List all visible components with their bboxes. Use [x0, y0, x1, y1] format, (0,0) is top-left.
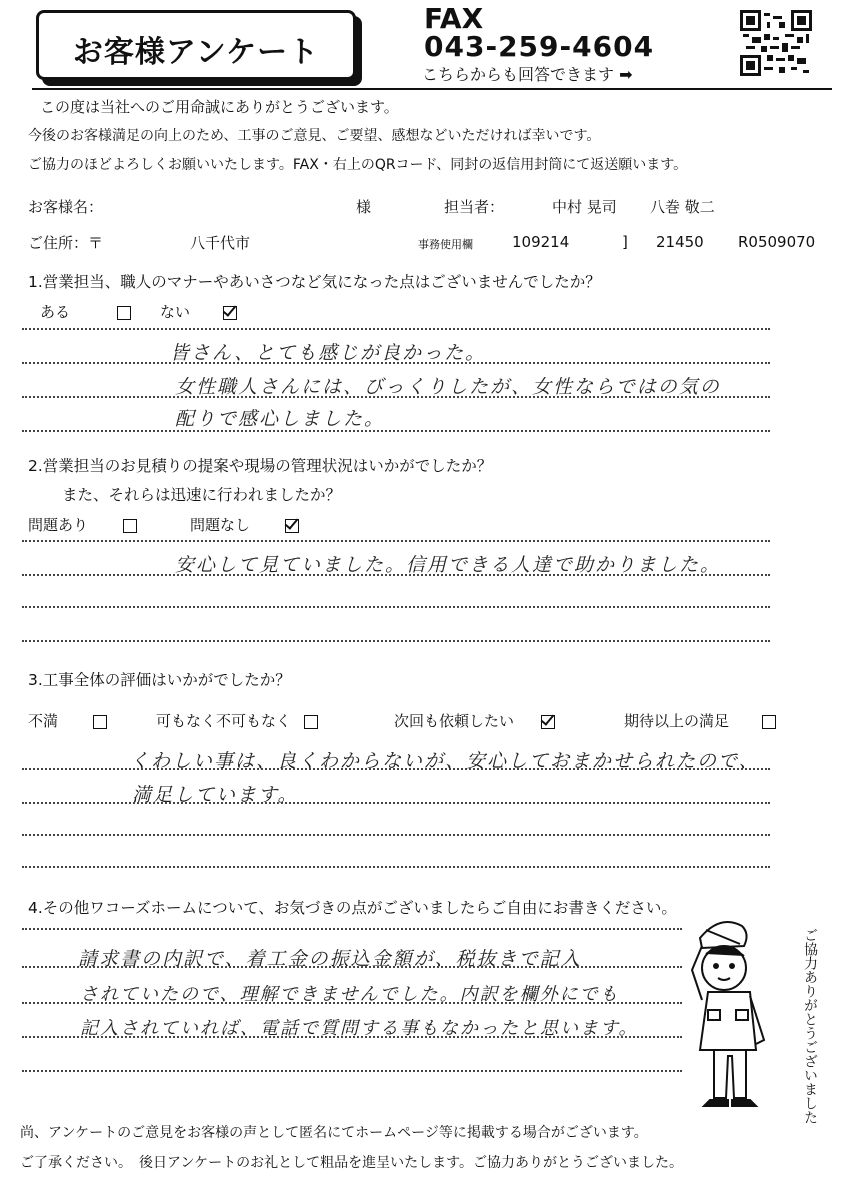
- option-label: 問題あり: [28, 516, 89, 534]
- survey-title: お客様アンケート: [72, 35, 320, 70]
- checkbox-empty-icon[interactable]: [123, 519, 137, 533]
- q2-option-mondai-ari: [28, 514, 137, 535]
- side-thanks-note: ご協力ありがとうございました: [802, 928, 818, 1124]
- handwritten-answer: されていたので、理解できませんでした。内訳を欄外にでも: [80, 984, 620, 1005]
- checkbox-empty-icon[interactable]: [762, 715, 776, 729]
- q3-option-jikai: [394, 710, 555, 731]
- footer-line: 尚、アンケートのご意見をお客様の声として匿名にてホームページ等に掲載する場合がございます。: [20, 1125, 648, 1141]
- staff-name: 中村 晃司: [552, 198, 617, 216]
- option-label: 不満: [28, 712, 59, 730]
- checkbox-checked-icon[interactable]: [541, 715, 555, 729]
- intro-line: ご協力のほどよろしくお願いいたします。FAX・右上のQRコード、同封の返信用封筒にて返送願います。: [28, 157, 688, 173]
- option-label: 期待以上の満足: [624, 712, 730, 730]
- handwritten-answer: 女性職人さんには、びっくりしたが、女性ならではの気の: [175, 376, 721, 398]
- fax-label: FAX: [424, 2, 484, 35]
- staff-name: 八巻 敬二: [650, 198, 715, 216]
- customer-name-label: お客様名：: [28, 198, 104, 216]
- q3-option-fuman: [28, 710, 107, 731]
- intro-line: この度は当社へのご用命誠にありがとうございます。: [40, 98, 399, 116]
- dotted-line: [22, 866, 770, 868]
- office-code: 21450: [656, 233, 704, 251]
- dotted-line: [22, 362, 770, 364]
- address-city: 八千代市: [190, 234, 251, 252]
- office-bracket: ]: [622, 233, 628, 251]
- dotted-line: [22, 768, 770, 770]
- q3-option-kamonaku: [156, 710, 318, 731]
- question-1: 1.営業担当、職人のマナーやあいさつなど気になった点はございませんでしたか？: [28, 273, 601, 291]
- dotted-line: [22, 1036, 682, 1038]
- dotted-line: [22, 802, 770, 804]
- header-divider: [32, 88, 832, 90]
- qr-code-icon[interactable]: [740, 10, 812, 76]
- dotted-line: [22, 834, 770, 836]
- checkbox-empty-icon[interactable]: [93, 715, 107, 729]
- dotted-line: [22, 1070, 682, 1072]
- worker-illustration-icon: [680, 910, 790, 1120]
- fax-number: 043-259-4604: [424, 30, 655, 63]
- question-4: 4.その他ワコーズホームについて、お気づきの点がございましたらご自由にお書きください。: [28, 899, 677, 917]
- handwritten-answer: 配りで感心しました。: [175, 408, 386, 430]
- dotted-line: [22, 1002, 682, 1004]
- office-code: 109214: [512, 233, 570, 251]
- dotted-line: [22, 640, 770, 642]
- option-label: ない: [160, 303, 191, 321]
- q2-option-mondai-nashi: [190, 514, 299, 535]
- intro-line: 今後のお客様満足の向上のため、工事のご意見、ご要望、感想などいただければ幸いです。: [28, 128, 601, 144]
- dotted-line: [22, 966, 682, 968]
- fax-note: こちらからも回答できます ➡: [422, 65, 633, 84]
- q1-option-nai: [160, 301, 237, 322]
- question-2-sub: また、それらは迅速に行われましたか？: [62, 486, 342, 504]
- dotted-line: [22, 396, 770, 398]
- dotted-line: [22, 574, 770, 576]
- handwritten-answer: 請求書の内訳で、着工金の振込金額が、税抜きで記入: [78, 948, 582, 970]
- address-label: ご住所：〒: [28, 234, 104, 252]
- checkbox-checked-icon[interactable]: [285, 519, 299, 533]
- dotted-line: [22, 430, 770, 432]
- handwritten-answer: 満足しています。: [132, 784, 299, 806]
- survey-title-box: [36, 10, 356, 80]
- checkbox-checked-icon[interactable]: [223, 306, 237, 320]
- staff-label: 担当者：: [444, 198, 505, 216]
- sama-label: 様: [356, 198, 372, 216]
- option-label: 次回も依頼したい: [394, 712, 515, 730]
- option-label: ある: [40, 303, 71, 321]
- office-use-label: 事務使用欄: [418, 238, 473, 251]
- checkbox-empty-icon[interactable]: [117, 306, 131, 320]
- checkbox-empty-icon[interactable]: [304, 715, 318, 729]
- q3-option-kitai: [624, 710, 776, 731]
- handwritten-answer: くわしい事は、良くわからないが、安心しておまかせられたので、: [130, 750, 760, 772]
- dotted-line: [22, 328, 770, 330]
- office-code: R0509070: [738, 233, 816, 251]
- handwritten-answer: 記入されていれば、電話で質問する事もなかったと思います。: [80, 1018, 639, 1039]
- handwritten-answer: 安心して見ていました。信用できる人達で助かりました。: [175, 554, 722, 576]
- option-label: 可もなく不可もなく: [156, 712, 292, 730]
- dotted-line: [22, 928, 682, 930]
- option-label: 問題なし: [190, 516, 251, 534]
- question-2: 2.営業担当のお見積りの提案や現場の管理状況はいかがでしたか？: [28, 457, 493, 475]
- dotted-line: [22, 606, 770, 608]
- question-3: 3.工事全体の評価はいかがでしたか？: [28, 671, 291, 689]
- q1-option-aru: [40, 301, 131, 322]
- footer-line: ご了承ください。 後日アンケートのお礼として粗品を進呈いたします。ご協力ありがとうございました。: [20, 1155, 684, 1171]
- handwritten-answer: 皆さん、とても感じが良かった。: [170, 342, 487, 364]
- dotted-line: [22, 540, 770, 542]
